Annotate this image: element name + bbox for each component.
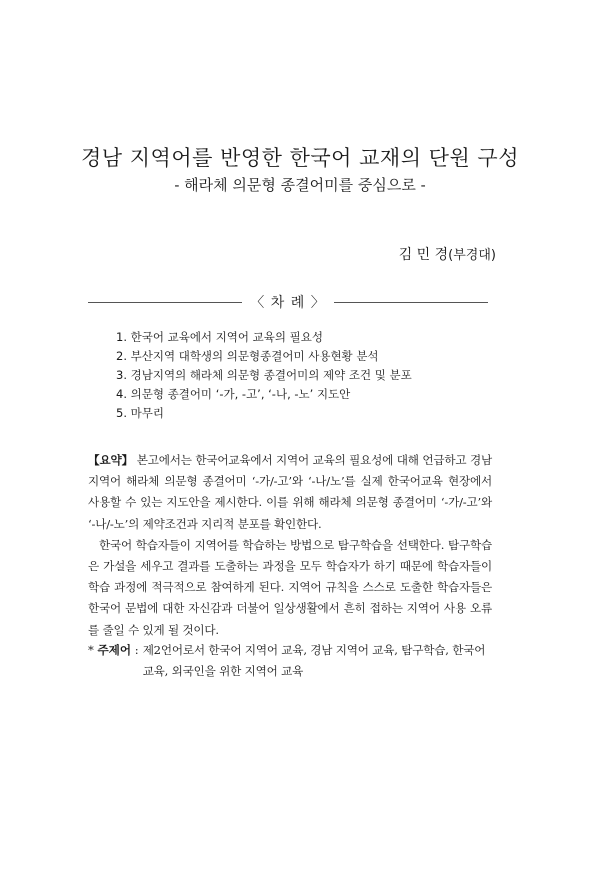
abstract-paragraph-1 — [88, 450, 492, 535]
keywords-prefix: * — [88, 643, 98, 657]
paper-title: 경남 지역어를 반영한 한국어 교재의 단원 구성 — [81, 146, 519, 170]
keywords-label — [88, 640, 143, 682]
author-line — [399, 244, 496, 264]
author-affiliation: (부경대) — [448, 248, 496, 263]
toc-item: 4. 의문형 종결어미 ‘-가, -고’, ‘-나, -노’ 지도안 — [116, 387, 351, 401]
toc-item: 3. 경남지역의 해라체 의문형 종결어미의 제약 조건 및 분포 — [116, 368, 412, 382]
toc-item: 1. 한국어 교육에서 지역어 교육의 필요성 — [116, 330, 323, 344]
author-name: 김 민 경 — [398, 247, 449, 263]
keywords-block — [88, 640, 496, 682]
keywords-text: 제2언어로서 한국어 지역어 교육, 경남 지역어 교육, 탐구학습, 한국어 교육, 외국인을 위한 지역어 교육 — [142, 643, 486, 678]
toc-rule-left — [88, 302, 242, 303]
abstract-tag: 【요약】 — [88, 453, 134, 467]
abstract-text-1: 본고에서는 한국어교육에서 지역어 교육의 필요성에 대해 언급하고 경남지역어 해라체 의문형 종결어미 ‘-가/-고’와 ‘-나/노’를 실제 한국어교육 현장에서 사용할 수 있는 지도안을 제시한다. 이를 위해 해라체 의문형 종결어미 ‘-가/-고’와 ‘-나/-노’의 제약조건과 지리적 분포를 확인한다. — [88, 453, 492, 531]
keywords-name: 주제어 — [97, 643, 132, 657]
toc-item: 2. 부산지역 대학생의 의문형종결어미 사용현황 분석 — [116, 349, 379, 363]
toc-heading-row — [88, 292, 488, 312]
toc-list — [116, 328, 412, 423]
paper-subtitle: - 해라체 의문형 종결어미를 중심으로 - — [174, 176, 426, 194]
toc-item: 5. 마무리 — [116, 406, 164, 420]
keywords-separator: : — [131, 643, 139, 657]
abstract-paragraph-2: 한국어 학습자들이 지역어를 학습하는 방법으로 탐구학습을 선택한다. 탐구학습은 가설을 세우고 결과를 도출하는 과정을 모두 학습자가 하기 때문에 학습자들이 학습 과정에 적극적으로 참여하게 된다. 지역어 규칙을 스스로 도출한 학습자들은 한국어 문법에 대한 자신감과 더불어 일상생활에서 흔히 접하는 지역어 사용 오류를 줄일 수 있게 될 것이다. — [88, 537, 492, 637]
toc-rule-right — [334, 302, 488, 303]
toc-heading: 〈 차 례 〉 — [250, 295, 326, 311]
abstract — [88, 450, 492, 641]
